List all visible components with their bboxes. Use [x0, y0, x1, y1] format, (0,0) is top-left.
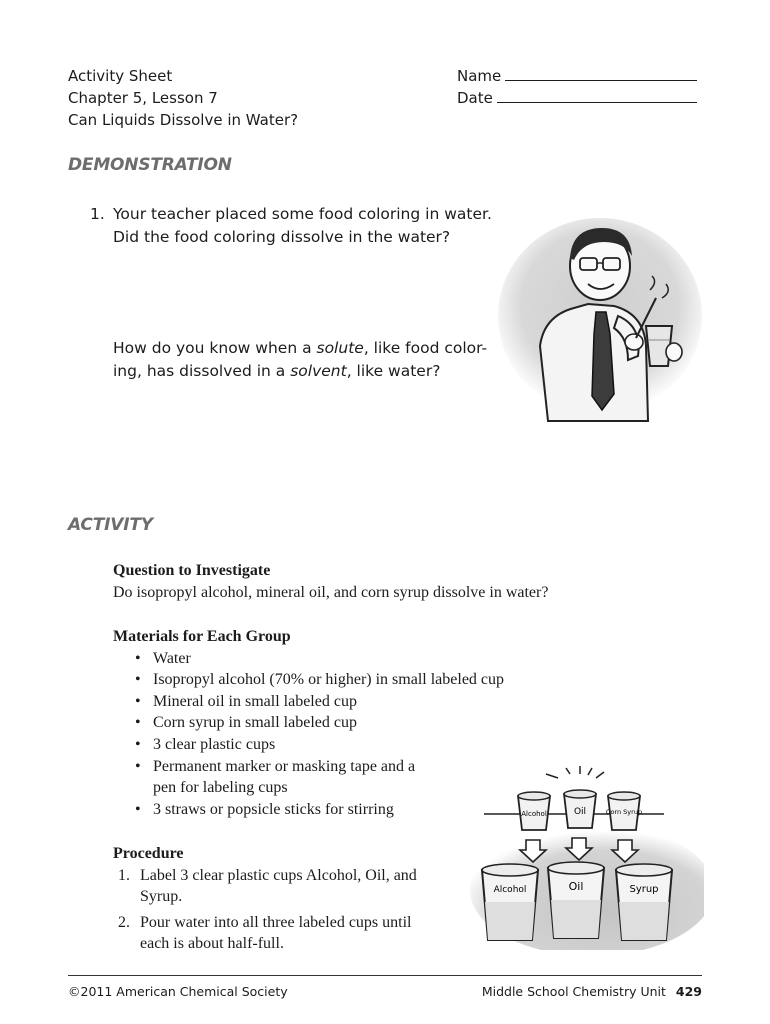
header-left [68, 65, 298, 131]
bullet-icon: • [135, 692, 141, 710]
teacher-illustration [496, 216, 708, 428]
question-to-investigate [113, 560, 573, 603]
q2-text-c: ing, has dissolved in a [113, 362, 291, 380]
big-cup-alcohol [482, 864, 538, 940]
question-heading: Question to Investigate [113, 562, 271, 579]
material-text: Isopropyl alcohol (70% or higher) in small labeled cup [153, 671, 505, 689]
copyright: ©2011 American Chemical Society [68, 984, 288, 999]
big-cup-label-alcohol: Alcohol [493, 885, 527, 895]
step-number: 2. [118, 913, 130, 931]
question-1-line-1: Your teacher placed some food coloring in water. [113, 205, 492, 223]
step-text: Pour water into all three labeled cups until [140, 913, 412, 931]
question-number: 1. [90, 205, 105, 223]
big-cup-label-oil: Oil [568, 880, 584, 893]
activity-heading: ACTIVITY [68, 515, 153, 535]
q2-term-solute: solute [316, 339, 364, 357]
material-text: 3 clear plastic cups [153, 735, 276, 753]
procedure-section [113, 843, 443, 959]
date-blank[interactable] [497, 88, 697, 103]
date-label: Date [457, 89, 493, 107]
bullet-icon: • [135, 735, 141, 753]
procedure-list [113, 865, 443, 955]
question-text: Do isopropyl alcohol, mineral oil, and corn syrup dissolve in water? [113, 583, 549, 601]
step-text-continued: Syrup. [140, 888, 183, 906]
big-cup-syrup [616, 864, 672, 940]
sheet-type: Activity Sheet [68, 67, 173, 85]
material-text: Water [153, 649, 191, 667]
material-text: 3 straws or popsicle sticks for stirring [153, 800, 394, 818]
q2-text-b: , like food color- [363, 339, 488, 357]
unit-title: Middle School Chemistry Unit [481, 984, 666, 999]
material-text: Corn syrup in small labeled cup [153, 714, 357, 732]
bullet-icon: • [135, 671, 141, 689]
name-blank[interactable] [505, 66, 697, 81]
list-item [113, 648, 533, 670]
list-item [113, 712, 533, 734]
question-1-line-2: Did the food coloring dissolve in the water? [113, 228, 451, 246]
q2-text-a: How do you know when a [113, 339, 317, 357]
small-cup-label-oil: Oil [573, 807, 587, 817]
list-item [113, 691, 533, 713]
small-cup-corn-syrup [606, 792, 642, 830]
bullet-icon: • [135, 649, 141, 667]
small-cup-oil [564, 790, 596, 828]
material-text-continued: pen for labeling cups [153, 779, 288, 797]
list-item [113, 734, 533, 756]
demo-question-2 [113, 337, 487, 383]
footer-rule [68, 975, 702, 976]
bullet-icon: • [135, 757, 141, 775]
name-label: Name [457, 67, 502, 85]
small-cup-label-alcohol: Alcohol [521, 810, 547, 818]
step-number: 1. [118, 866, 130, 884]
chapter-lesson: Chapter 5, Lesson 7 [68, 89, 218, 107]
lesson-title: Can Liquids Dissolve in Water? [68, 111, 299, 129]
step-text: Label 3 clear plastic cups Alcohol, Oil, and [140, 866, 417, 884]
cups-illustration [454, 762, 704, 950]
material-text: Permanent marker or masking tape and a [153, 757, 416, 775]
q2-term-solvent: solvent [290, 362, 347, 380]
step-text-continued: each is about half-full. [140, 935, 284, 953]
big-cup-label-syrup: Syrup [629, 884, 659, 895]
q2-text-d: , like water? [346, 362, 441, 380]
procedure-heading: Procedure [113, 845, 184, 862]
list-item [113, 912, 443, 955]
bullet-icon: • [135, 800, 141, 818]
name-row [457, 65, 697, 87]
list-item [113, 865, 443, 908]
footer-right [482, 984, 702, 999]
small-cup-label-syrup: Corn Syrup [605, 808, 643, 816]
list-item [113, 669, 533, 691]
demo-question-1 [90, 203, 492, 249]
page-number: 429 [675, 984, 702, 999]
date-row [457, 87, 697, 109]
demonstration-heading: DEMONSTRATION [68, 155, 232, 175]
small-cup-alcohol [518, 792, 550, 830]
big-cup-oil [548, 862, 604, 938]
material-text: Mineral oil in small labeled cup [153, 692, 357, 710]
bullet-icon: • [135, 714, 141, 732]
header-right [457, 65, 697, 109]
materials-heading: Materials for Each Group [113, 628, 291, 645]
